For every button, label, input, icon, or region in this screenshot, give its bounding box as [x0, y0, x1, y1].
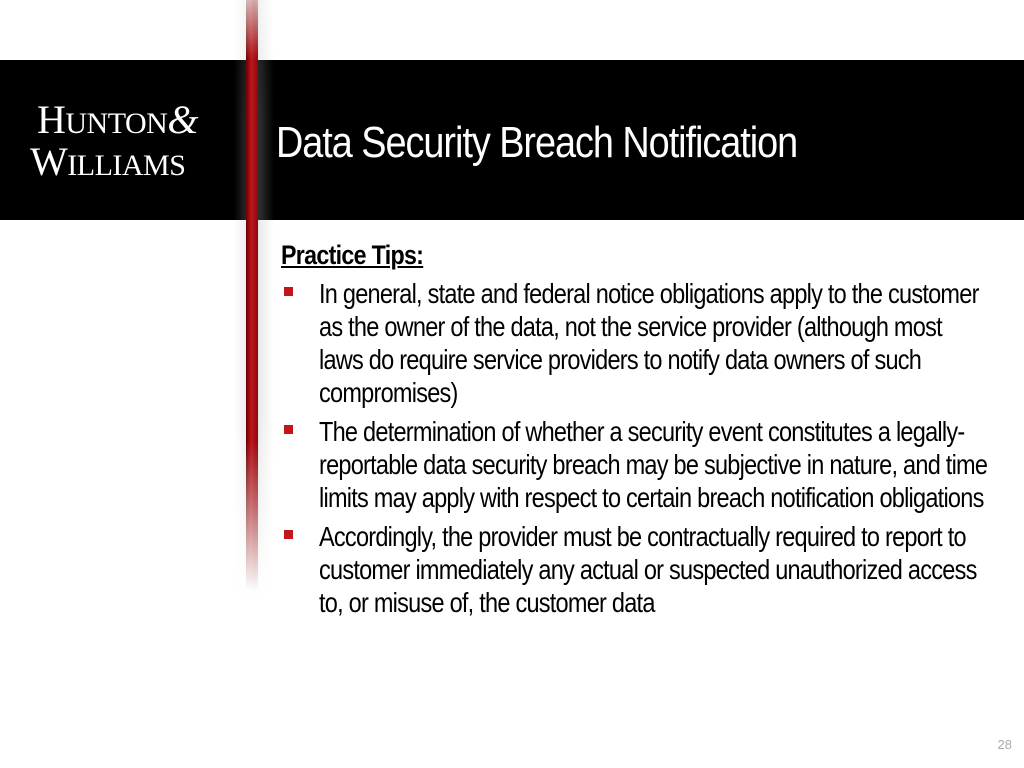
logo-line-1	[30, 97, 230, 142]
square-bullet-icon	[284, 530, 293, 539]
page-number: 28	[997, 737, 1012, 752]
bullet-list	[281, 277, 996, 619]
square-bullet-icon	[284, 425, 293, 434]
logo-line-2	[30, 139, 230, 184]
bullet-text: In general, state and federal notice obligations apply to the customer as the owner of the data, not the service provider (although most laws do require service providers to notify data owners of such compromises)	[319, 278, 979, 408]
bullet-item	[281, 277, 996, 409]
bullet-item	[281, 520, 996, 619]
logo-name-2-rest: ILLIAMS	[67, 149, 186, 182]
logo-name-1-rest: UNTON	[65, 107, 168, 140]
bullet-text: Accordingly, the provider must be contractually required to report to customer immediately any actual or suspected unauthorized access to, or misuse of, the customer data	[319, 521, 977, 618]
red-divider-bar	[246, 0, 258, 590]
logo-name-2: W	[30, 139, 68, 184]
hunton-williams-logo	[30, 97, 230, 184]
bullet-text: The determination of whether a security event constitutes a legally-reportable data security breach may be subjective in nature, and time limits may apply with respect to certain breach notification obligations	[319, 416, 988, 513]
slide-body	[281, 240, 996, 625]
slide-title: Data Security Breach Notification	[276, 118, 798, 167]
section-heading: Practice Tips:	[281, 240, 424, 270]
bullet-item	[281, 415, 996, 514]
logo-name-1: H	[37, 97, 66, 142]
square-bullet-icon	[284, 287, 293, 296]
logo-ampersand: &	[167, 97, 198, 142]
